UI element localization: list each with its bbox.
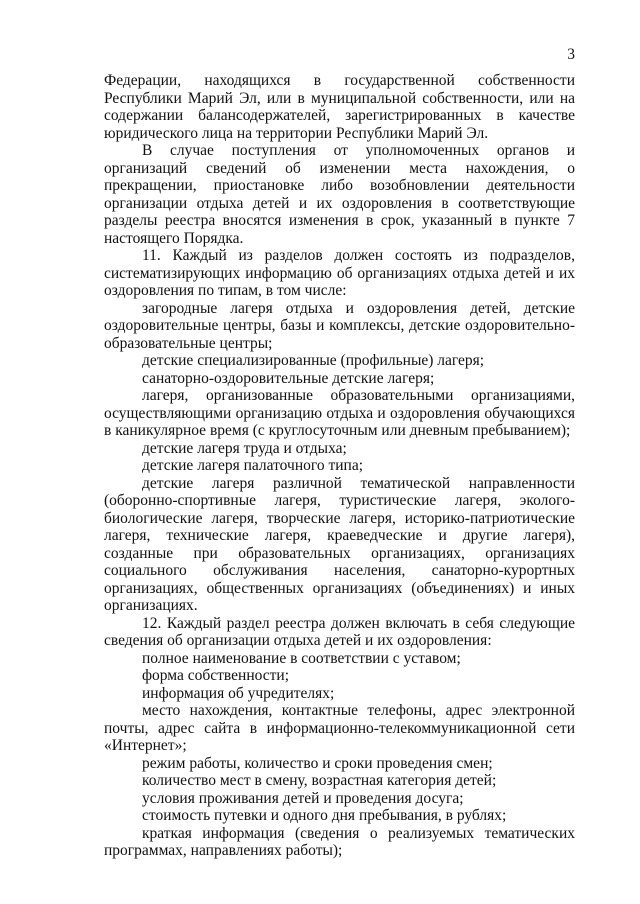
paragraph: информация об учредителях; <box>142 684 335 702</box>
paragraph: 12. Каждый раздел реестра должен включать в себя следующие сведения об организации отдыха детей и их оздоровления: <box>104 614 575 649</box>
paragraph: В случае поступления от уполномоченных органов и организаций сведений об изменении места нахождения, о прекращении, приостановке либо возобновлении деятельности организации отдыха детей и их оздоровления в соответствующие разделы реестра вносятся изменения в срок, указанный в пункте 7 настоящего Порядка. <box>104 142 575 247</box>
paragraph: условия проживания детей и проведения досуга; <box>142 789 464 807</box>
paragraph: санаторно-оздоровительные детские лагеря; <box>142 369 435 387</box>
paragraph: детские лагеря различной тематической направленности (оборонно-спортивные лагеря, туристические лагеря, эколого-биологические лагеря, творческие лагеря, историко-патриотические лагеря, технические лагеря, краеведческие и другие лагеря), созданные при образовательных организациях, организациях социального обслуживания населения, санаторно-курортных организациях, общественных организациях (объединениях) и иных организациях. <box>104 474 575 614</box>
paragraph: 11. Каждый из разделов должен состоять из подразделов, систематизирующих информацию об организациях отдыха детей и их оздоровления по типам, в том числе: <box>104 247 575 299</box>
paragraph: полное наименование в соответствии с уставом; <box>142 649 461 667</box>
paragraph: Федерации, находящихся в государственной собственности Республики Марий Эл, или в муниципальной собственности, или на содержании балансодержателей, зарегистрированных в качестве юридического лица на территории Республики Марий Эл. <box>104 72 575 142</box>
paragraph: краткая информация (сведения о реализуемых тематических программах, направлениях работы); <box>104 824 575 859</box>
paragraph: детские лагеря труда и отдыха; <box>142 439 347 457</box>
paragraph: количество мест в смену, возрастная категория детей; <box>142 772 497 789</box>
paragraph: детские лагеря палаточного типа; <box>142 457 364 474</box>
paragraph: загородные лагеря отдыха и оздоровления детей, детские оздоровительные центры, базы и комплексы, детские оздоровительно-образовательные центры; <box>104 299 575 352</box>
page-number: 3 <box>567 46 575 63</box>
document-body <box>104 72 575 860</box>
paragraph: лагеря, организованные образовательными организациями, осуществляющими организацию отдыха и оздоровления обучающихся в каникулярное время (с круглосуточным или дневным пребыванием); <box>104 387 575 439</box>
paragraph: место нахождения, контактные телефоны, адрес электронной почты, адрес сайта в информационно-телекоммуникационной сети «Интернет»; <box>104 702 575 754</box>
paragraph: стоимость путевки и одного дня пребывания, в рублях; <box>142 807 507 824</box>
paragraph: детские специализированные (профильные) лагеря; <box>142 352 485 369</box>
paragraph: форма собственности; <box>142 667 290 684</box>
paragraph: режим работы, количество и сроки проведения смен; <box>142 754 493 772</box>
